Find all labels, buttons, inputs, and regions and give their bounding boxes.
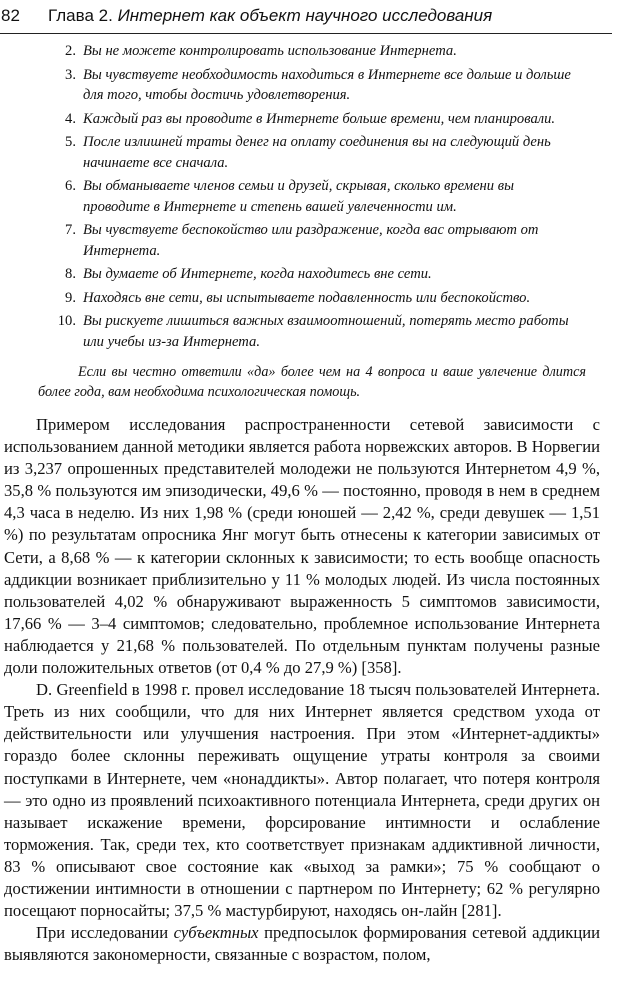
- list-item-number: 4.: [65, 110, 76, 127]
- list-item-text: Вы обманываете членов семьи и друзей, скрывая, сколько времени вы проводите в Интернете и степень вашей увлеченности им.: [83, 178, 514, 215]
- list-item-text: После излишней траты денег на оплату соединения вы на следующий день начинаете все сначала.: [83, 134, 551, 171]
- list-item-number: 9.: [65, 289, 76, 306]
- list-item-text: Вы рискуете лишиться важных взаимоотношений, потерять место работы или учебы из-за Интернета.: [83, 313, 569, 350]
- list-item: [40, 132, 580, 173]
- body-text: [4, 414, 600, 966]
- list-item-number: 10.: [57, 313, 76, 329]
- list-item-number: 7.: [65, 222, 76, 238]
- list-item: [40, 41, 580, 62]
- running-title: [48, 6, 492, 26]
- running-header: [0, 4, 620, 30]
- list-item-text: Находясь вне сети, вы испытываете подавленность или беспокойство.: [83, 289, 531, 306]
- paragraph: D. Greenfield в 1998 г. провел исследование 18 тысяч пользователей Интернета. Треть из них сообщили, что для них Интернет является средством ухода от действительности или улучшения настроения. При этом «Интернет-аддикты» гораздо более склонны переживать ощущение утраты контроля за своими поступками в Интернете, чем «нонаддикты». Автор полагает, что потеря контроля — это одно из проявлений психоактивного потенциала Интернета, среди других он называет искажение времени, форсирование интимности и ослабление торможения. Так, среди тех, кто соответствует признакам аддиктивной личности, 83 % описывают свое состояние как «выход за рамки»; 75 % сообщают о достижении интимности в отношении с партнером по Интернету; 62 % регулярно посещают порносайты; 37,5 % мастурбируют, находясь он-лайн [281].: [4, 680, 600, 921]
- list-item-text: Каждый раз вы проводите в Интернете больше времени, чем планировали.: [83, 110, 556, 127]
- list-item-text: Вы не можете контролировать использование Интернета.: [83, 43, 457, 59]
- paragraph-text: При исследовании: [36, 923, 169, 943]
- paragraph: [4, 922, 600, 966]
- criteria-note: Если вы честно ответили «да» более чем на 4 вопроса и ваше увлечение длится более года, вам необходима психологическая помощь.: [38, 364, 586, 400]
- chapter-label: Глава 2.: [48, 6, 113, 25]
- list-item: [40, 65, 580, 106]
- list-item-number: 2.: [65, 43, 76, 59]
- list-item-number: 3.: [65, 66, 76, 83]
- header-rule: [0, 33, 612, 34]
- list-item: [40, 264, 580, 285]
- list-item-number: 8.: [65, 266, 76, 282]
- list-item: [40, 311, 580, 352]
- page-number: 82: [1, 6, 20, 25]
- chapter-title: Интернет как объект научного исследования: [117, 6, 493, 25]
- list-item-text: Вы чувствуете необходимость находиться в Интернете все дольше и дольше для того, чтобы достичь удовлетворения.: [83, 66, 571, 103]
- list-item-text: Вы чувствуете беспокойство или раздражение, когда вас отрывают от Интернета.: [83, 222, 539, 259]
- list-item-text: Вы думаете об Интернете, когда находитесь вне сети.: [83, 266, 432, 282]
- list-item: [40, 109, 580, 130]
- emphasis-text: субъектных: [173, 923, 259, 943]
- list-item: [40, 176, 580, 217]
- paragraph-text: предпосылок формирования сетевой аддикции выявляются закономерности, связанные с возрастом, полом,: [4, 923, 600, 965]
- criteria-list: [40, 41, 580, 355]
- list-item: [40, 220, 580, 261]
- list-item-number: 5.: [65, 134, 76, 150]
- list-item: [40, 288, 580, 309]
- list-item-number: 6.: [65, 178, 76, 194]
- paragraph: Примером исследования распространенности сетевой зависимости с использованием данной методики является работа норвежских авторов. В Норвегии из 3,237 опрошенных представителей молодежи не пользуются Интернетом 4,9 %, 35,8 % пользуются им эпизодически, 49,6 % — постоянно, проводя в нем в среднем 4,3 часа в неделю. Из них 1,98 % (среди юношей — 2,42 %, среди девушек — 1,51 %) по результатам опросника Янг могут быть отнесены к категории зависимых от Сети, а 8,68 % — к категории склонных к зависимости; то есть вообще опасность аддикции возникает приблизительно у 11 % молодых людей. Из числа постоянных пользователей 4,02 % обнаруживают выраженность 5 симптомов зависимости, 17,66 % — 3–4 симптомов; следовательно, проблемное использование Интернета наблюдается у 21,68 % пользователей. По отдельным пунктам получены разные доли положительных ответов (от 0,4 % до 27,9 %) [358].: [4, 415, 600, 678]
